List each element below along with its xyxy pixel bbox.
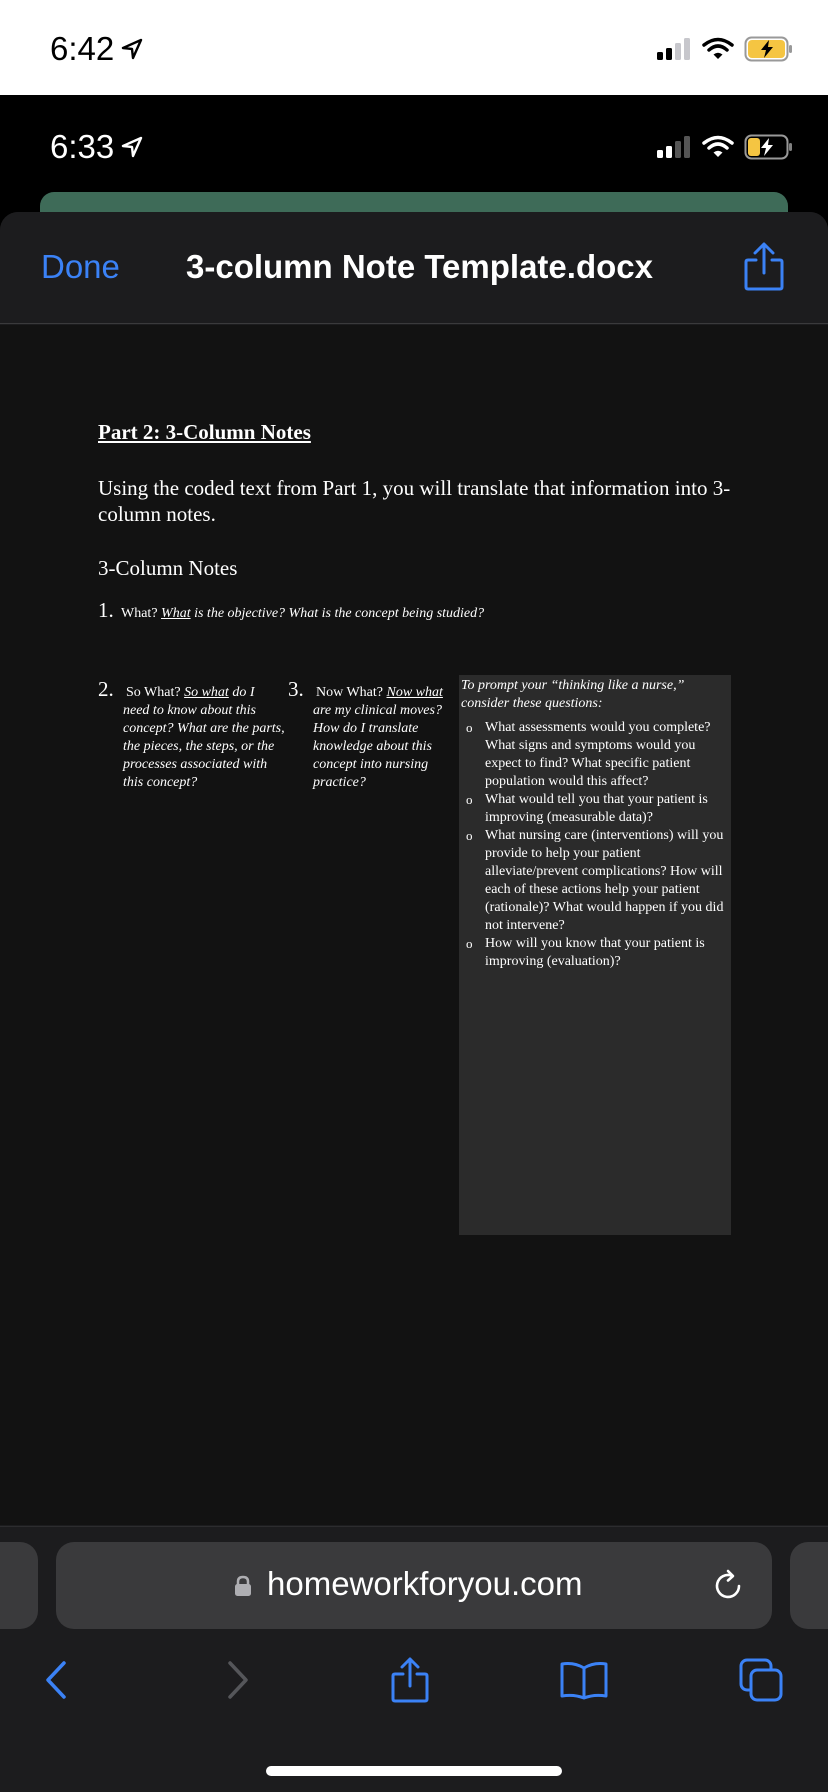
url-text[interactable]: homeworkforyou.com xyxy=(267,1565,583,1602)
prompt-intro: To prompt your “thinking like a nurse,” consider these questions: xyxy=(461,678,685,711)
outer-status-icons xyxy=(656,36,794,62)
question-2-number: 2. xyxy=(98,677,114,701)
question-2-text: need to know about this concept? What are the parts, the pieces, the steps, or the processes associated with this concept? xyxy=(123,703,285,790)
reload-icon[interactable] xyxy=(710,1568,746,1604)
forward-icon xyxy=(222,1659,252,1701)
tabs-button[interactable] xyxy=(736,1655,786,1705)
question-2-lead: So What? xyxy=(126,685,181,700)
question-2-text-first: do I xyxy=(232,685,255,700)
inner-time-text: 6:33 xyxy=(50,128,115,165)
prompt-item: o What nursing care (interventions) will you provide to help your patient alleviate/prevent complications? How will each of these actions help your patient (rationale)? What would happen if you did not intervene? xyxy=(461,827,729,935)
prompt-item: o What would tell you that your patient is improving (measurable data)? xyxy=(461,791,729,827)
outer-status-time xyxy=(50,30,144,68)
question-3 xyxy=(288,677,456,792)
battery-charging-icon xyxy=(744,134,794,160)
lock-icon xyxy=(233,1575,253,1597)
back-icon xyxy=(42,1659,72,1701)
home-indicator xyxy=(266,1766,562,1776)
prompt-item: o What assessments would you complete? What signs and symptoms would you expect to find? What specific patient population would this affect? xyxy=(461,719,729,791)
prompt-item: o How will you know that your patient is improving (evaluation)? xyxy=(461,935,729,971)
question-3-underlined: Now what xyxy=(386,685,443,700)
share-page-button[interactable] xyxy=(385,1655,435,1705)
done-button[interactable]: Done xyxy=(41,248,120,285)
question-2-underlined: So what xyxy=(184,685,229,700)
columns-heading: 3-Column Notes xyxy=(98,556,238,580)
question-1-number: 1. xyxy=(98,598,114,622)
intro-paragraph: Using the coded text from Part 1, you will translate that information into 3-column notes. xyxy=(98,476,731,526)
bookmarks-icon xyxy=(559,1660,609,1700)
location-arrow-icon xyxy=(120,37,144,61)
document-title: 3-column Note Template.docx xyxy=(186,248,653,285)
location-arrow-icon xyxy=(120,135,144,159)
share-icon xyxy=(742,242,786,292)
cellular-signal-icon xyxy=(656,37,692,61)
question-1-text: is the objective? What is the concept being studied? xyxy=(194,606,485,621)
share-button[interactable] xyxy=(742,242,786,292)
battery-charging-icon xyxy=(744,36,794,62)
next-tab-preview[interactable] xyxy=(790,1542,828,1629)
question-3-text: are my clinical moves? How do I translate knowledge about this concept into nursing practice? xyxy=(313,703,442,790)
question-2 xyxy=(98,677,288,792)
outer-status-bar xyxy=(0,0,828,95)
back-button[interactable] xyxy=(32,1655,82,1705)
wifi-icon xyxy=(702,37,734,61)
prompt-list xyxy=(461,719,729,971)
share-icon xyxy=(390,1656,430,1704)
previous-tab-preview[interactable] xyxy=(0,1542,38,1629)
prompt-box xyxy=(459,675,731,1235)
question-1-underlined: What xyxy=(161,606,191,621)
part-heading: Part 2: 3-Column Notes xyxy=(98,420,311,444)
question-1-lead: What? xyxy=(121,606,158,621)
wifi-icon xyxy=(702,135,734,159)
forward-button[interactable] xyxy=(212,1655,262,1705)
cellular-signal-icon xyxy=(656,135,692,159)
bookmarks-button[interactable] xyxy=(559,1655,609,1705)
question-1 xyxy=(98,598,484,623)
inner-status-time xyxy=(50,128,144,166)
tabs-icon xyxy=(738,1657,784,1703)
inner-status-icons xyxy=(656,134,794,160)
outer-time-text: 6:42 xyxy=(50,30,115,67)
question-3-lead: Now What? xyxy=(316,685,383,700)
question-3-number: 3. xyxy=(288,677,304,701)
